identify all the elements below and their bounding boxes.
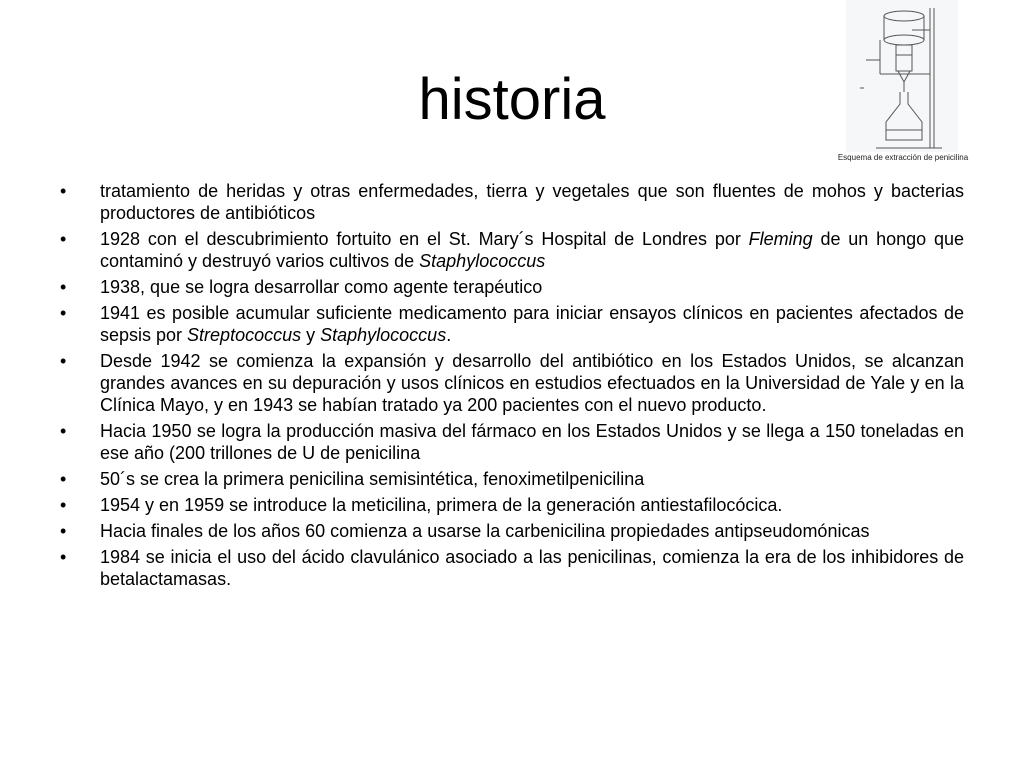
bullet-text: Desde 1942 se comienza la expansión y desarrollo del antibiótico en los Estados Unidos, se alcanzan grandes avances en su depuración y usos clínicos en estudios efectuados en la Universidad de Yale y en la Clínica Mayo, y en 1943 se habían tratado ya 200 pacientes con el nuevo producto. bbox=[100, 351, 964, 415]
bullet-text: y bbox=[301, 325, 321, 345]
bullet-item bbox=[60, 546, 964, 590]
bullet-text: de un hongo que contaminó y destruyó varios cultivos de bbox=[100, 229, 964, 271]
bullet-text: 1938, que se logra desarrollar como agente terapéutico bbox=[100, 277, 543, 297]
bullet-item bbox=[60, 468, 964, 490]
bullet-text: Hacia 1950 se logra la producción masiva del fármaco en los Estados Unidos y se llega a 150 toneladas en ese año (200 trillones de U de penicilina bbox=[100, 421, 964, 463]
bullet-text: . bbox=[446, 325, 452, 345]
bullet-item bbox=[60, 276, 964, 298]
bullet-text-italic: Fleming bbox=[748, 229, 813, 249]
bullet-item bbox=[60, 420, 964, 464]
bullet-text: 1928 con el descubrimiento fortuito en el St. Mary´s Hospital de Londres por bbox=[100, 229, 749, 249]
bullet-marker: • bbox=[60, 277, 67, 297]
bullet-text: Hacia finales de los años 60 comienza a usarse la carbenicilina propiedades antipseudomónicas bbox=[100, 521, 870, 541]
bullet-item bbox=[60, 180, 964, 224]
bullet-text: 1984 se inicia el uso del ácido clavulánico asociado a las penicilinas, comienza la era de los inhibidores de betalactamasas. bbox=[100, 547, 964, 589]
penicillin-extraction-apparatus-icon bbox=[846, 0, 958, 152]
bullet-marker: • bbox=[60, 495, 67, 515]
bullet-text-italic: Staphylococcus bbox=[419, 251, 546, 271]
bullet-marker: • bbox=[60, 547, 67, 567]
figure-caption: Esquema de extracción de penicilina bbox=[837, 153, 969, 162]
bullet-item bbox=[60, 228, 964, 272]
bullet-item bbox=[60, 302, 964, 346]
bullet-marker: • bbox=[60, 521, 67, 541]
bullet-text: tratamiento de heridas y otras enfermedades, tierra y vegetales que son fluentes de mohos y bacterias productores de antibióticos bbox=[100, 181, 964, 223]
bullet-marker: • bbox=[60, 351, 67, 371]
bullet-text: 1954 y en 1959 se introduce la meticilina, primera de la generación antiestafilocócica. bbox=[100, 495, 783, 515]
bullet-marker: • bbox=[60, 469, 67, 489]
bullet-item bbox=[60, 494, 964, 516]
bullet-item bbox=[60, 350, 964, 416]
bullet-marker: • bbox=[60, 181, 67, 201]
bullet-marker: • bbox=[60, 421, 67, 441]
bullet-list bbox=[60, 180, 964, 594]
bullet-text: 50´s se crea la primera penicilina semisintética, fenoximetilpenicilina bbox=[100, 469, 645, 489]
bullet-marker: • bbox=[60, 303, 67, 323]
figure bbox=[837, 0, 969, 166]
bullet-text-italic: Streptococcus bbox=[187, 325, 302, 345]
bullet-text: 1941 es posible acumular suficiente medicamento para iniciar ensayos clínicos en pacientes afectados de sepsis por bbox=[100, 303, 964, 345]
bullet-item bbox=[60, 520, 964, 542]
bullet-marker: • bbox=[60, 229, 67, 249]
slide-title: historia bbox=[418, 67, 606, 132]
bullet-text-italic: Staphylococcus bbox=[320, 325, 447, 345]
